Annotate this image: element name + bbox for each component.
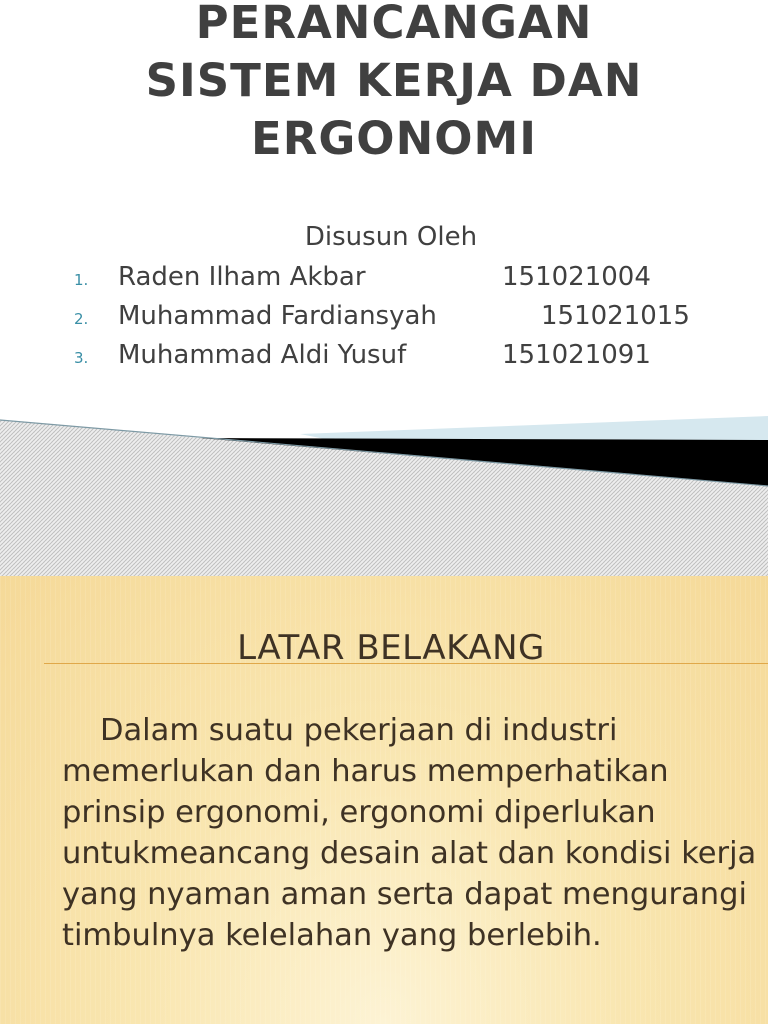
subtitle: Disusun Oleh — [304, 222, 478, 252]
author-list — [0, 262, 768, 379]
author-nim: 151021015 — [541, 301, 690, 331]
title-line: ERGONOMI — [250, 112, 538, 165]
list-number: 1. — [74, 271, 89, 289]
slide-title — [20, 0, 768, 168]
body-paragraph: Dalam suatu pekerjaan di industri memerlukan dan harus memperhatikan prinsip ergonomi, ergonomi diperlukan untukmeancang desain alat dan kondisi kerja yang nyaman aman serta dapat mengurangi timbulnya kelelahan yang berlebih. — [62, 713, 757, 953]
decorative-band — [0, 410, 768, 576]
list-number: 3. — [74, 349, 89, 367]
author-item — [0, 262, 768, 301]
section-heading: LATAR BELAKANG — [237, 628, 545, 668]
light-blue-strip — [300, 416, 768, 440]
author-name: Raden Ilham Akbar — [118, 262, 366, 292]
author-nim: 151021091 — [502, 340, 651, 370]
author-name: Muhammad Fardiansyah — [118, 301, 437, 331]
author-name: Muhammad Aldi Yusuf — [118, 340, 407, 370]
title-line: SISTEM KERJA DAN — [145, 54, 643, 107]
author-item — [0, 301, 768, 340]
latar-belakang-slide — [0, 576, 768, 1024]
title-line: PERANCANGAN — [195, 0, 593, 49]
author-item — [0, 340, 768, 379]
list-number: 2. — [74, 310, 89, 328]
author-nim: 151021004 — [502, 262, 651, 292]
